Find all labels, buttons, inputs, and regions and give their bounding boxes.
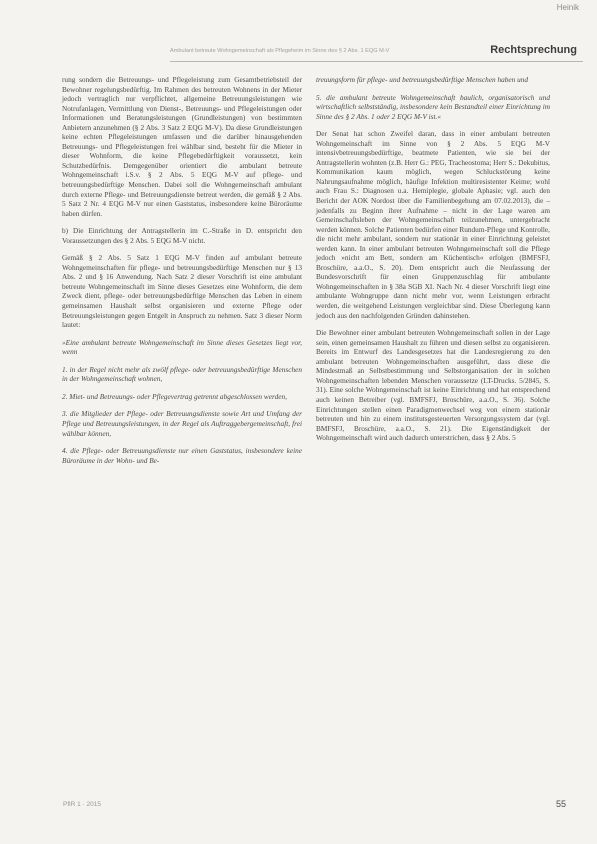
- right-column: [316, 75, 550, 451]
- quote-item-2: 2. Miet- und Betreuungs- oder Pflegevertrag getrennt abgeschlossen werden,: [62, 391, 287, 401]
- quote-item-1: 1. in der Regel nicht mehr als zwölf pflege- oder betreuungsbedürftige Menschen in der Wohngemeinschaft wohnen,: [62, 364, 302, 384]
- quote-item-4-continued: treuungsform für pflege- und betreuungsbedürftige Menschen haben und: [316, 75, 529, 84]
- running-header: [170, 44, 583, 58]
- quote-item-4: 4. die Pflege- oder Betreuungsdienste nur einen Gaststatus, insbesondere keine Büroräume in der Wohn- und Be-: [62, 446, 302, 465]
- quote-intro: »Eine ambulant betreute Wohngemeinschaft im Sinne dieses Gesetzes liegt vor, wenn: [62, 337, 302, 357]
- page-number: 55: [556, 799, 567, 809]
- left-paragraph-3: Gemäß § 2 Abs. 5 Satz 1 EQG M-V finden auf ambulant betreute Wohngemeinschaften für pflege- und betreuungsbedürftige Menschen nur § 13 Abs. 2 und § 16 Anwendung. Nach Satz 2 dieser Vorschrift ist eine ambulant betreute Wohngemeinschaft im Sinne dieses Gesetzes eine Wohnform, die dem Zweck dient, pflege- oder betreuungsbedürftige Menschen das Leben in einem gemeinsamen Haushalt selbst organisieren und externe Pflege oder Betreuungsleistungen gegen Entgelt in Anspruch zu nehmen. Satz 3 dieser Norm lautet:: [62, 253, 302, 330]
- right-paragraph-2: Die Bewohner einer ambulant betreuten Wohngemeinschaft sollen in der Lage sein, einen gemeinsamen Haushalt zu führen und diesen selbst zu organisieren. Bereits im Entwurf des Landesgesetzes hat die Landesregierung zu den ambulant betreuten Wohngemeinschaften ausgeführt, dass diese die Mindestmaß an Selbstbestimmung und Selbstorganisation der in solchen Wohngemeinschaften lebenden Menschen voraussetze (LT-Drucks. 5/2845, S. 31). Eine solche Wohngemeinschaft ist keine Einrichtung und hat entsprechend auch keinen Betreiber (vgl. BMFSFJ, Broschüre, a.a.O., S. 36). Solche Einrichtungen stellen einen Paradigmenwechsel weg von einem stationär betreuten und hin zu einem institutsgesteuerten Versorgungssystem dar (vgl. BMFSFJ, Broschüre, a.a.O., S. 21). Die Eigenständigkeit der Wohngemeinschaft wird auch dadurch unterstrichen, dass § 2 Abs. 5: [316, 328, 550, 443]
- left-paragraph-1: rung sondern die Betreuungs- und Pflegeleistung zum Gesamtbetriebsteil der Bewohner regelungsbedürftig. Im Rahmen des betreuten Wohnens in der Mieter jedoch vertraglich nur verpflichtet, allgemeine Betreuungsleistungen wie Notrufanlagen, Vermittlung von Dienst-, Betreuungs- und Pflegeleistungen oder Informationen und Beratungsleistungen (Grundleistungen) von bestimmten Anbietern anzunehmen (§ 2 Abs. 3 Satz 2 EQG M-V). Da diese Grundleistungen keine echten Pflegeleistungen umfassen und die darüber hinausgehenden Betreuungs- und Pflegeleistungen frei wählbar sind, besteht für die Mieter in dieser Wohnform, die keine Pflegebedürftigkeit voraussetzt, kein Schutzbedürfnis. Demgegenüber orientiert die ambulant betreute Wohngemeinschaft i.S.v. § 2 Abs. 5 EQG M-V auf pflege- und betreuungsbedürftige Menschen. Dabei soll die Wohngemeinschaft ambulant durch externe Pflege- und Betreuungsdienste betreut werden, die gemäß § 2 Abs. 5 Satz 2 Nr. 4 EQG M-V nur einen Gaststatus, insbesondere keine Büroräume haben dürfen.: [62, 75, 302, 218]
- right-paragraph-1: Der Senat hat schon Zweifel daran, dass in einer ambulant betreuten Wohngemeinschaft im Sinne von § 2 Abs. 5 EQG M-V intensivbetreuungsbedürftige, beatmete Patienten, wie sie bei der Antragstellerin wohnten (z.B. Herr G.: PEG, Tracheostoma; Herr S.: Dekubitus, Kommunikation kaum möglich, wegen Schluckstörung keine Nahrungsaufnahme möglich, häufige Infektion multiresistenter Keime; wohl auch Frau S.: Diagnosen u.a. Hemiplegie, globale Aphasie; vgl. auch den Bericht der AOK Nordost über die Familienbegehung am 07.02.2013), die – jedenfalls zu Beginn ihrer Aufnahme – nicht in der Lage waren am Gemeinschaftsleben der Wohngemeinschaft teilzunehmen, untergebracht werden können. Solche Patienten bedürfen einer Rundum-Pflege und Kontrolle, die nicht mehr ambulant, sondern nur stationär in einer Einrichtung geleistet werden kann. In einer ambulant betreuten Wohngemeinschaft soll die Pflege jedoch »nicht am Bett, sondern am Küchentisch« erfolgen (BMFSFJ, Broschüre, a.a.O., S. 20). Dem entspricht auch die Neufassung der Bundesvorschrift für einen Gruppenzuschlag für ambulante Wohngemeinschaften in § 38a SGB XI. Nach Nr. 4 dieser Vorschrift liegt eine ambulante Wohngruppe dann nicht mehr vor, wenn Leistungen erbracht werden, die weitgehend Leistungen vergleichbar sind. Diese Überlegung kann jedoch aus den nachfolgenden Gründen dahinstehen.: [316, 129, 550, 320]
- quote-item-3: 3. die Mitglieder der Pflege- oder Betreuungsdienste sowie Art und Umfang der Pflege und Betreuungsleistungen, in der Regel als Auftraggebergemeinschaft, frei wählbar können,: [62, 409, 302, 438]
- left-paragraph-2: b) Die Einrichtung der Antragstellerin im C.-Straße in D. entspricht den Voraussetzungen des § 2 Abs. 5 EQG M-V nicht.: [62, 226, 302, 245]
- journal-footer: PflR 1 · 2015: [63, 801, 101, 808]
- top-corner-mark: Heinik: [556, 3, 579, 12]
- header-section-title: Rechtsprechung: [490, 44, 577, 56]
- header-subtitle: Ambulant betreute Wohngemeinschaft als Pflegeheim im Sinne des § 2 Abs. 1 EQG M-V: [170, 48, 390, 54]
- header-rule: [170, 61, 583, 62]
- quote-item-5: 5. die ambulant betreute Wohngemeinschaft baulich, organisatorisch und wirtschaftlich selbstständig, insbesondere kein Bestandteil einer Einrichtung im Sinne des § 2 Abs. 1 oder 2 EQG M-V ist.«: [316, 92, 550, 121]
- left-column: [62, 75, 302, 473]
